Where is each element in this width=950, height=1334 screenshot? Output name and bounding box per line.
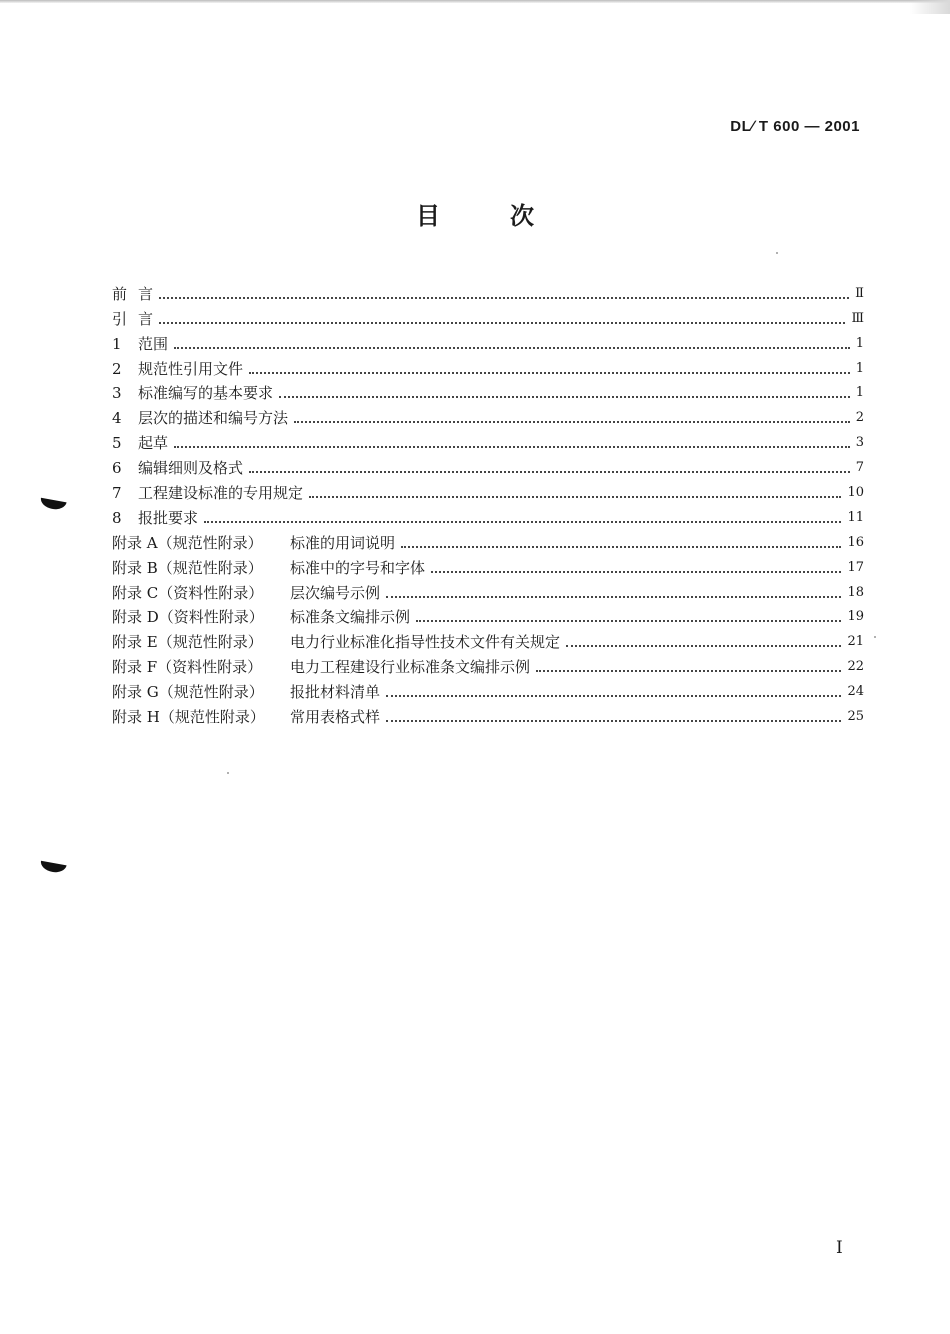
toc-entry-title: 规范性引用文件 (138, 359, 244, 378)
toc-entry-page: 17 (847, 559, 864, 575)
dot-leader (249, 372, 850, 374)
dot-leader (309, 496, 841, 498)
toc-row-appendix-c[interactable] (112, 578, 864, 603)
dot-leader (174, 347, 850, 349)
appendix-prefix: 附录 C（资料性附录） (112, 583, 264, 602)
toc-row-1[interactable] (112, 329, 864, 354)
scan-corner-shadow (910, 0, 950, 14)
toc-row-introduction[interactable] (112, 304, 864, 329)
toc-entry-number: 4 (112, 409, 122, 428)
appendix-prefix: 附录 G（规范性附录） (112, 683, 264, 702)
toc-entry-title: 常用表格式样 (290, 708, 381, 727)
toc-entry-title: 标准条文编排示例 (290, 608, 411, 627)
toc-entry-title: 报批材料清单 (290, 683, 381, 702)
toc-entry-page: 25 (847, 709, 864, 725)
dot-leader (174, 446, 850, 448)
toc-row-4[interactable] (112, 403, 864, 428)
scan-speck (776, 252, 778, 254)
toc-entry-title: 编辑细则及格式 (138, 459, 244, 478)
toc-entry-number: 前 (112, 284, 128, 303)
dot-leader (431, 571, 841, 573)
dot-leader (386, 695, 841, 697)
toc-entry-page: 1 (855, 335, 864, 351)
toc-entry-title: 电力行业标准化指导性技术文件有关规定 (290, 633, 561, 652)
toc-title: 目次 (416, 202, 604, 230)
dot-leader (159, 322, 845, 324)
toc-entry-page: 19 (847, 609, 864, 625)
toc-entry-page: 21 (847, 634, 864, 650)
appendix-prefix: 附录 H（规范性附录） (112, 708, 265, 727)
toc-entry-number: 引 (112, 309, 128, 328)
binding-hole-mark (39, 498, 66, 511)
toc-entry-page: 22 (847, 659, 864, 675)
dot-leader (536, 670, 841, 672)
toc-entry-page: 11 (847, 509, 864, 525)
toc-row-appendix-g[interactable] (112, 677, 864, 702)
toc-entry-number: 8 (112, 508, 122, 527)
table-of-contents (112, 279, 864, 727)
dot-leader (416, 620, 841, 622)
toc-entry-page: Ⅱ (855, 285, 864, 301)
toc-entry-title: 电力工程建设行业标准条文编排示例 (290, 658, 531, 677)
toc-row-appendix-a[interactable] (112, 528, 864, 553)
dot-leader (204, 521, 841, 523)
toc-entry-page: Ⅲ (851, 310, 864, 326)
dot-leader (401, 546, 841, 548)
scan-speck (874, 636, 876, 638)
toc-row-appendix-b[interactable] (112, 553, 864, 578)
toc-entry-number: 3 (112, 384, 122, 403)
dot-leader (294, 421, 850, 423)
toc-entry-page: 24 (847, 684, 864, 700)
toc-row-appendix-h[interactable] (112, 702, 864, 727)
toc-entry-title: 范围 (138, 334, 169, 353)
standard-code: DL∕ T 600 — 2001 (730, 118, 860, 135)
toc-entry-page: 10 (847, 485, 864, 501)
toc-entry-page: 16 (847, 534, 864, 550)
dot-leader (279, 396, 850, 398)
dot-leader (386, 596, 841, 598)
toc-row-preface[interactable] (112, 279, 864, 304)
toc-entry-title: 言 (138, 309, 154, 328)
dot-leader (566, 645, 841, 647)
appendix-prefix: 附录 F（资料性附录） (112, 658, 263, 677)
toc-entry-page: 2 (855, 410, 864, 426)
toc-entry-page: 18 (847, 584, 864, 600)
appendix-prefix: 附录 D（资料性附录） (112, 608, 264, 627)
toc-entry-number: 6 (112, 459, 122, 478)
appendix-prefix: 附录 B（规范性附录） (112, 558, 263, 577)
page-number: I (836, 1238, 843, 1258)
toc-entry-title: 起草 (138, 434, 169, 453)
toc-entry-title: 层次的描述和编号方法 (138, 409, 289, 428)
dot-leader (249, 471, 850, 473)
binding-hole-mark (39, 861, 66, 874)
toc-entry-number: 5 (112, 434, 122, 453)
toc-entry-title: 工程建设标准的专用规定 (138, 484, 304, 503)
toc-entry-page: 1 (855, 385, 864, 401)
dot-leader (159, 297, 849, 299)
scan-top-edge (0, 0, 950, 3)
toc-row-6[interactable] (112, 453, 864, 478)
toc-row-7[interactable] (112, 478, 864, 503)
toc-entry-page: 7 (855, 460, 864, 476)
toc-entry-title: 标准中的字号和字体 (290, 558, 426, 577)
toc-row-5[interactable] (112, 428, 864, 453)
toc-entry-number: 7 (112, 484, 122, 503)
toc-row-8[interactable] (112, 503, 864, 528)
toc-row-appendix-f[interactable] (112, 652, 864, 677)
toc-row-appendix-e[interactable] (112, 627, 864, 652)
scan-speck (227, 772, 229, 774)
toc-entry-page: 1 (855, 360, 864, 376)
toc-entry-number: 2 (112, 359, 122, 378)
toc-entry-number: 1 (112, 334, 122, 353)
toc-entry-page: 3 (855, 435, 864, 451)
dot-leader (386, 720, 841, 722)
appendix-prefix: 附录 A（规范性附录） (112, 533, 263, 552)
toc-row-2[interactable] (112, 354, 864, 379)
toc-row-appendix-d[interactable] (112, 603, 864, 628)
toc-entry-title: 标准的用词说明 (290, 533, 396, 552)
toc-entry-title: 报批要求 (138, 508, 199, 527)
toc-row-3[interactable] (112, 379, 864, 404)
toc-entry-title: 言 (138, 284, 154, 303)
appendix-prefix: 附录 E（规范性附录） (112, 633, 263, 652)
toc-entry-title: 层次编号示例 (290, 583, 381, 602)
toc-entry-title: 标准编写的基本要求 (138, 384, 274, 403)
